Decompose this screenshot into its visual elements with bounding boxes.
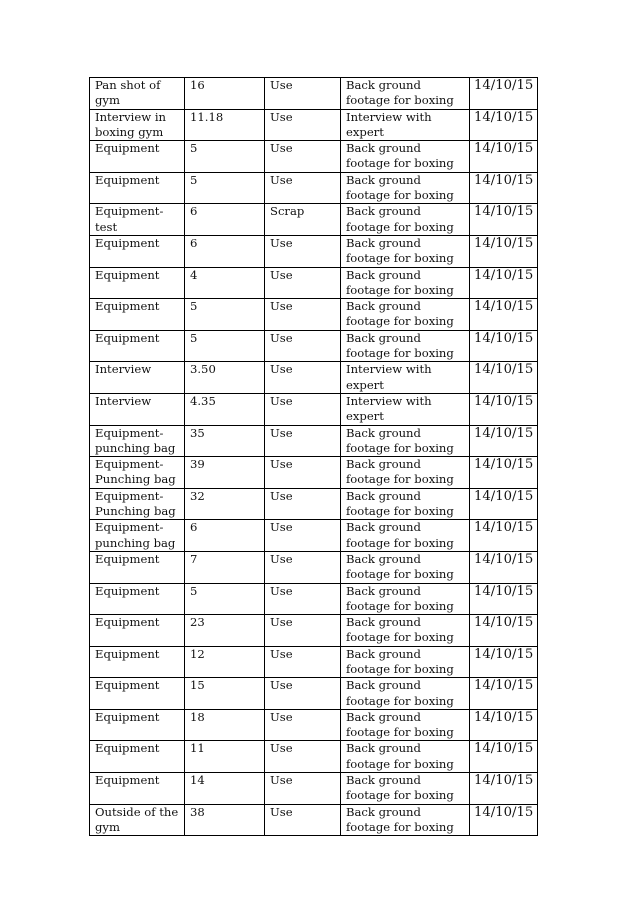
purpose-cell: Back ground footage for boxing — [341, 583, 470, 615]
duration-cell: 5 — [185, 172, 265, 204]
purpose-cell: Back ground footage for boxing — [341, 299, 470, 331]
date-cell: 14/10/15 — [470, 299, 538, 331]
purpose-cell: Back ground footage for boxing — [341, 615, 470, 647]
date-cell: 14/10/15 — [470, 425, 538, 457]
table-row — [90, 393, 538, 425]
table-row — [90, 425, 538, 457]
purpose-cell: Back ground footage for boxing — [341, 551, 470, 583]
shot-description-cell: Equipment — [90, 583, 185, 615]
table-row — [90, 583, 538, 615]
shot-description-cell: Interview — [90, 362, 185, 394]
duration-cell: 4 — [185, 267, 265, 299]
shot-description-cell: Equipment — [90, 678, 185, 710]
duration-cell: 32 — [185, 488, 265, 520]
date-cell: 14/10/15 — [470, 583, 538, 615]
shot-description-cell: Equipment-test — [90, 204, 185, 236]
shot-description-cell: Equipment — [90, 741, 185, 773]
status-cell: Use — [265, 804, 341, 836]
date-cell: 14/10/15 — [470, 773, 538, 805]
purpose-cell: Back ground footage for boxing — [341, 330, 470, 362]
shot-description-cell: Outside of the gym — [90, 804, 185, 836]
status-cell: Use — [265, 551, 341, 583]
date-cell: 14/10/15 — [470, 804, 538, 836]
purpose-cell: Back ground footage for boxing — [341, 804, 470, 836]
date-cell: 14/10/15 — [470, 362, 538, 394]
purpose-cell: Back ground footage for boxing — [341, 488, 470, 520]
status-cell: Use — [265, 741, 341, 773]
shot-description-cell: Equipment-punching bag — [90, 425, 185, 457]
table-row — [90, 330, 538, 362]
duration-cell: 4.35 — [185, 393, 265, 425]
duration-cell: 5 — [185, 299, 265, 331]
purpose-cell: Back ground footage for boxing — [341, 709, 470, 741]
purpose-cell: Back ground footage for boxing — [341, 235, 470, 267]
shot-description-cell: Equipment-Punching bag — [90, 457, 185, 489]
shot-description-cell: Equipment — [90, 299, 185, 331]
purpose-cell: Back ground footage for boxing — [341, 646, 470, 678]
purpose-cell: Interview with expert — [341, 362, 470, 394]
status-cell: Use — [265, 299, 341, 331]
duration-cell: 12 — [185, 646, 265, 678]
table-row — [90, 646, 538, 678]
shot-description-cell: Equipment — [90, 709, 185, 741]
shot-description-cell: Equipment — [90, 172, 185, 204]
shot-description-cell: Equipment-Punching bag — [90, 488, 185, 520]
duration-cell: 14 — [185, 773, 265, 805]
duration-cell: 38 — [185, 804, 265, 836]
status-cell: Use — [265, 78, 341, 110]
duration-cell: 23 — [185, 615, 265, 647]
date-cell: 14/10/15 — [470, 457, 538, 489]
date-cell: 14/10/15 — [470, 267, 538, 299]
shot-description-cell: Equipment — [90, 773, 185, 805]
date-cell: 14/10/15 — [470, 109, 538, 141]
table-row — [90, 709, 538, 741]
status-cell: Use — [265, 172, 341, 204]
table-row — [90, 488, 538, 520]
table-row — [90, 457, 538, 489]
date-cell: 14/10/15 — [470, 551, 538, 583]
footage-log-table — [89, 77, 538, 836]
purpose-cell: Back ground footage for boxing — [341, 425, 470, 457]
date-cell: 14/10/15 — [470, 141, 538, 173]
table-row — [90, 741, 538, 773]
shot-description-cell: Equipment-punching bag — [90, 520, 185, 552]
table-row — [90, 678, 538, 710]
footage-log-body — [90, 78, 538, 836]
status-cell: Use — [265, 141, 341, 173]
shot-description-cell: Equipment — [90, 141, 185, 173]
status-cell: Use — [265, 267, 341, 299]
table-row — [90, 362, 538, 394]
purpose-cell: Interview with expert — [341, 393, 470, 425]
table-row — [90, 172, 538, 204]
duration-cell: 5 — [185, 330, 265, 362]
status-cell: Use — [265, 520, 341, 552]
status-cell: Use — [265, 235, 341, 267]
table-row — [90, 299, 538, 331]
shot-description-cell: Equipment — [90, 267, 185, 299]
duration-cell: 7 — [185, 551, 265, 583]
duration-cell: 6 — [185, 235, 265, 267]
purpose-cell: Back ground footage for boxing — [341, 773, 470, 805]
duration-cell: 11 — [185, 741, 265, 773]
table-row — [90, 235, 538, 267]
duration-cell: 5 — [185, 583, 265, 615]
status-cell: Use — [265, 488, 341, 520]
date-cell: 14/10/15 — [470, 172, 538, 204]
status-cell: Use — [265, 709, 341, 741]
status-cell: Use — [265, 362, 341, 394]
status-cell: Use — [265, 615, 341, 647]
purpose-cell: Back ground footage for boxing — [341, 78, 470, 110]
table-row — [90, 267, 538, 299]
date-cell: 14/10/15 — [470, 393, 538, 425]
date-cell: 14/10/15 — [470, 646, 538, 678]
purpose-cell: Interview with expert — [341, 109, 470, 141]
status-cell: Use — [265, 773, 341, 805]
shot-description-cell: Interview in boxing gym — [90, 109, 185, 141]
status-cell: Use — [265, 393, 341, 425]
purpose-cell: Back ground footage for boxing — [341, 141, 470, 173]
shot-description-cell: Equipment — [90, 551, 185, 583]
date-cell: 14/10/15 — [470, 678, 538, 710]
purpose-cell: Back ground footage for boxing — [341, 741, 470, 773]
status-cell: Use — [265, 425, 341, 457]
shot-description-cell: Interview — [90, 393, 185, 425]
date-cell: 14/10/15 — [470, 615, 538, 647]
purpose-cell: Back ground footage for boxing — [341, 204, 470, 236]
purpose-cell: Back ground footage for boxing — [341, 520, 470, 552]
shot-description-cell: Equipment — [90, 330, 185, 362]
table-row — [90, 141, 538, 173]
duration-cell: 3.50 — [185, 362, 265, 394]
date-cell: 14/10/15 — [470, 709, 538, 741]
shot-description-cell: Equipment — [90, 646, 185, 678]
duration-cell: 18 — [185, 709, 265, 741]
status-cell: Use — [265, 109, 341, 141]
duration-cell: 35 — [185, 425, 265, 457]
duration-cell: 16 — [185, 78, 265, 110]
table-row — [90, 615, 538, 647]
table-row — [90, 520, 538, 552]
date-cell: 14/10/15 — [470, 235, 538, 267]
date-cell: 14/10/15 — [470, 488, 538, 520]
shot-description-cell: Equipment — [90, 615, 185, 647]
table-row — [90, 109, 538, 141]
duration-cell: 11.18 — [185, 109, 265, 141]
duration-cell: 5 — [185, 141, 265, 173]
purpose-cell: Back ground footage for boxing — [341, 267, 470, 299]
duration-cell: 15 — [185, 678, 265, 710]
status-cell: Use — [265, 678, 341, 710]
status-cell: Scrap — [265, 204, 341, 236]
table-row — [90, 804, 538, 836]
table-row — [90, 78, 538, 110]
status-cell: Use — [265, 330, 341, 362]
purpose-cell: Back ground footage for boxing — [341, 172, 470, 204]
purpose-cell: Back ground footage for boxing — [341, 457, 470, 489]
date-cell: 14/10/15 — [470, 330, 538, 362]
duration-cell: 6 — [185, 520, 265, 552]
table-row — [90, 204, 538, 236]
date-cell: 14/10/15 — [470, 204, 538, 236]
table-row — [90, 551, 538, 583]
status-cell: Use — [265, 457, 341, 489]
date-cell: 14/10/15 — [470, 741, 538, 773]
date-cell: 14/10/15 — [470, 520, 538, 552]
duration-cell: 39 — [185, 457, 265, 489]
table-row — [90, 773, 538, 805]
duration-cell: 6 — [185, 204, 265, 236]
shot-description-cell: Equipment — [90, 235, 185, 267]
date-cell: 14/10/15 — [470, 78, 538, 110]
status-cell: Use — [265, 646, 341, 678]
status-cell: Use — [265, 583, 341, 615]
shot-description-cell: Pan shot of gym — [90, 78, 185, 110]
purpose-cell: Back ground footage for boxing — [341, 678, 470, 710]
